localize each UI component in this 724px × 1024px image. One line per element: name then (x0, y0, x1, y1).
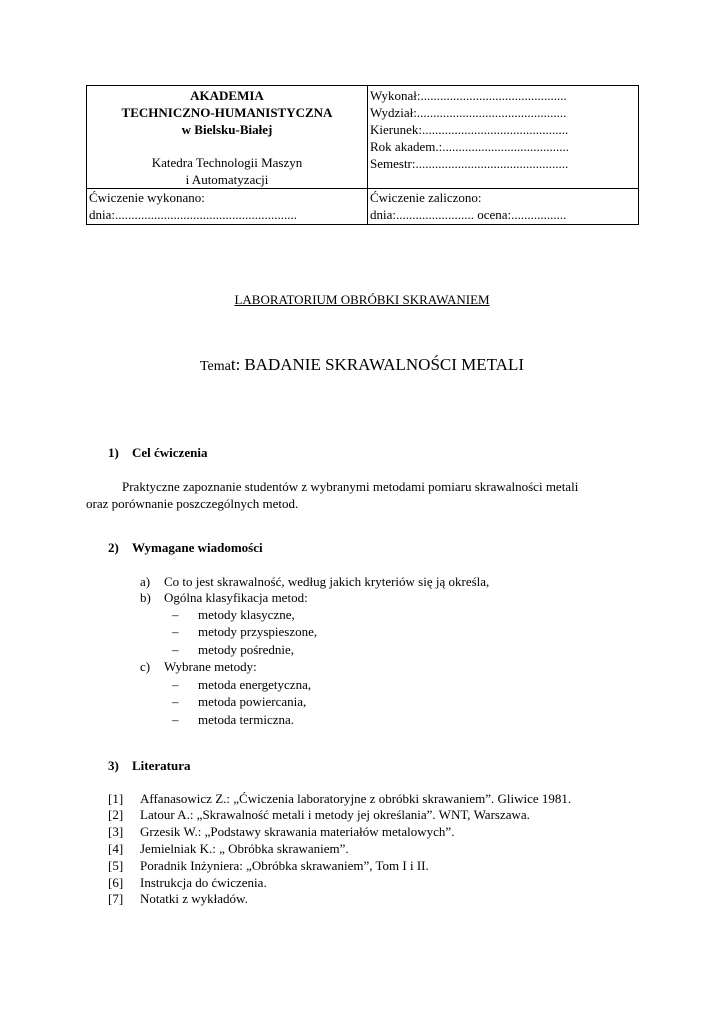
department-line: Katedra Technologii Maszyn (151, 155, 303, 170)
reference-marker: [3] (108, 824, 124, 839)
topic-title: BADANIE SKRAWALNOŚCI METALI (244, 355, 524, 374)
exercise-done-label: Ćwiczenie wykonano: (89, 190, 205, 205)
exercise-passed-cell (370, 189, 566, 223)
list-marker: a) (140, 574, 151, 589)
reference-text: Latour A.: „Skrawalność metali i metody jej określania”. WNT, Warszawa. (140, 807, 530, 822)
section-title: Literatura (132, 758, 191, 773)
reference-marker: [5] (108, 858, 124, 873)
section-number: 1) (108, 445, 119, 460)
field-major: Kierunek:............................................. (370, 122, 569, 137)
reference-item (108, 857, 429, 874)
lab-title: LABORATORIUM OBRÓBKI SKRAWANIEM (234, 292, 490, 307)
reference-item (108, 840, 349, 857)
section-title: Wymagane wiadomości (132, 540, 263, 555)
institution-line: w Bielsku-Białej (181, 122, 273, 137)
field-performed-by: Wykonał:............................................. (370, 88, 567, 103)
list-text: metody pośrednie, (198, 642, 295, 657)
section-number: 3) (108, 758, 119, 773)
department-name (87, 154, 367, 188)
topic-prefix: Tema (199, 359, 231, 374)
field-academic-year: Rok akadem.:....................................... (370, 139, 569, 154)
dash-marker: – (172, 607, 179, 622)
list-text: Co to jest skrawalność, według jakich kryteriów się ją określa, (164, 574, 490, 589)
topic-suffix: t: (230, 355, 241, 374)
exercise-passed-label: Ćwiczenie zaliczono: (370, 190, 482, 205)
reference-text: Instrukcja do ćwiczenia. (140, 875, 267, 890)
list-text: Wybrane metody: (164, 659, 257, 674)
student-fields (370, 87, 569, 172)
list-item (172, 641, 294, 658)
dash-marker: – (172, 677, 179, 692)
list-item (140, 589, 308, 606)
paragraph-line: oraz porównanie poszczególnych metod. (86, 496, 299, 511)
paragraph-line: Praktyczne zapoznanie studentów z wybranymi metodami pomiaru skrawalności metali (122, 479, 579, 494)
institution-line: AKADEMIA (190, 88, 264, 103)
reference-item (108, 790, 571, 807)
list-item (172, 676, 311, 693)
exercise-done-cell (89, 189, 297, 223)
reference-text: Poradnik Inżyniera: „Obróbka skrawaniem”, Tom I i II. (140, 858, 429, 873)
section-heading (108, 758, 190, 774)
reference-item (108, 890, 248, 907)
institution-line: TECHNICZNO-HUMANISTYCZNA (121, 105, 333, 120)
reference-text: Notatki z wykładów. (140, 891, 248, 906)
list-item (172, 623, 317, 640)
department-line: i Automatyzacji (185, 172, 269, 187)
field-semester: Semestr:............................................... (370, 156, 569, 171)
list-text: metody klasyczne, (198, 607, 295, 622)
reference-marker: [2] (108, 807, 124, 822)
list-item (172, 711, 294, 728)
list-item (172, 693, 306, 710)
list-text: metoda powiercania, (198, 694, 307, 709)
reference-marker: [7] (108, 891, 124, 906)
list-marker: b) (140, 590, 151, 605)
list-marker: c) (140, 659, 151, 674)
institution-name (87, 87, 367, 138)
list-text: metoda termiczna. (198, 712, 295, 727)
reference-item (108, 823, 454, 840)
table-divider-vertical (367, 86, 368, 224)
field-faculty: Wydział:.............................................. (370, 105, 567, 120)
section-heading (108, 445, 207, 461)
section-title: Cel ćwiczenia (132, 445, 208, 460)
reference-item (108, 806, 530, 823)
dash-marker: – (172, 642, 179, 657)
exercise-passed-date: dnia:........................ ocena:................. (370, 207, 567, 222)
topic-line (0, 355, 724, 375)
list-text: Ogólna klasyfikacja metod: (164, 590, 308, 605)
list-text: metoda energetyczna, (198, 677, 312, 692)
reference-marker: [6] (108, 875, 124, 890)
section-heading (108, 540, 263, 556)
dash-marker: – (172, 624, 179, 639)
exercise-done-date: dnia:........................................................ (89, 207, 297, 222)
reference-marker: [1] (108, 791, 124, 806)
dash-marker: – (172, 694, 179, 709)
reference-text: Jemielniak K.: „ Obróbka skrawaniem”. (140, 841, 349, 856)
reference-marker: [4] (108, 841, 124, 856)
reference-text: Grzesik W.: „Podstawy skrawania materiałów metalowych”. (140, 824, 455, 839)
dash-marker: – (172, 712, 179, 727)
list-item (140, 658, 257, 675)
section-number: 2) (108, 540, 119, 555)
header-table (86, 85, 639, 225)
list-item (172, 606, 295, 623)
list-item (140, 573, 489, 590)
list-text: metody przyspieszone, (198, 624, 318, 639)
reference-item (108, 874, 267, 891)
reference-text: Affanasowicz Z.: „Ćwiczenia laboratoryjne z obróbki skrawaniem”. Gliwice 1981. (140, 791, 572, 806)
